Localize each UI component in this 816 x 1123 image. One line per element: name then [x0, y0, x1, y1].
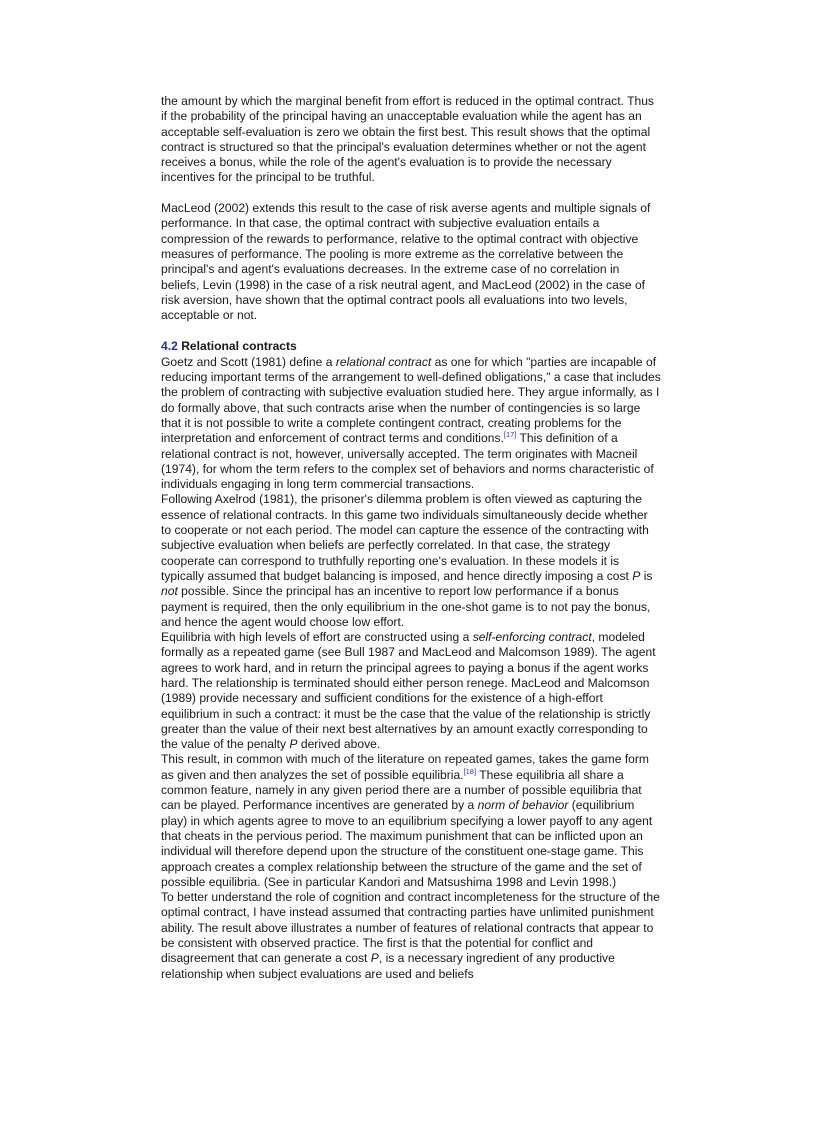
paragraph-optimal-contract: the amount by which the marginal benefit from effort is reduced in the optimal contract. Thus if the probability of the principal having an unacceptable evaluation while the agent has an acceptable self-evaluation is zero we obtain the first best. This result shows that the optimal contract is structured so that the principal's evaluation determines whether or not the agent receives a bonus, while the role of the agent's evaluation is to provide the necessary incentives for the principal to be truthful. [161, 94, 654, 185]
text-run: as one for which "parties are incapable of reducing important terms of the arrangement to well-defined obligations," a case that includes the problem of contracting with subjective evaluation studied here. They argue informally, as I do formally above, that such contracts arise when the number of contingencies is so large that it is not possible to write a complete contingent contract, creating problems for the interpretation and enforcement of contract terms and conditions. [161, 354, 661, 446]
section-number: 4.2 [161, 339, 178, 354]
document-page [161, 94, 661, 982]
text-run: , is a necessary ingredient of any productive relationship when subject evaluations are used and beliefs [161, 951, 615, 981]
section-heading [161, 339, 661, 354]
emphasis-self-enforcing-contract: self-enforcing contract [472, 630, 592, 645]
paragraph-macleod-2002: MacLeod (2002) extends this result to the case of risk averse agents and multiple signals of performance. In that case, the optimal contract with subjective evaluation entails a compression of the rewards to performance, relative to the optimal contract with objective measures of performance. The pooling is more extreme as the correlative between the principal's and agent's evaluations decreases. In the extreme case of no correlation in beliefs, Levin (1998) in the case of a risk neutral agent, and MacLeod (2002) in the case of risk aversion, have shown that the optimal contract pools all evaluations into two levels, acceptable or not. [161, 201, 651, 323]
footnote-link-18[interactable]: [18] [463, 766, 477, 776]
paragraph-self-enforcing [161, 630, 661, 752]
text-run: (equilibrium play) in which agents agree to move to an equilibrium specifying a lower payoff to any agent that cheats in the pervious period. The maximum punishment that can be inflicted upon an individual will therefore depend upon the structure of the constituent one-stage game. This approach creates a complex relationship between the structure of the game and the set of possible equilibria. (See in particular Kandori and Matsushima 1998 and Levin 1998.) [161, 798, 653, 889]
text-run: possible. Since the principal has an incentive to report low performance if a bonus payment is required, then the only equilibrium in the one-shot game is to not pay the bonus, and hence the agent would choose low effort. [161, 584, 651, 629]
text-run: derived above. [297, 737, 381, 752]
emphasis-relational-contract: relational contract [335, 354, 432, 369]
paragraph-goetz-scott [161, 355, 661, 493]
emphasis-not: not [161, 584, 178, 599]
text-run: Goetz and Scott (1981) define a [161, 354, 336, 369]
text-run: This definition of a relational contract is not, however, universally accepted. The term originates with Macneil (1974), for whom the term refers to the complex set of behaviors and norms characteristic of individuals engaging in long term commercial transactions. [161, 431, 654, 492]
section-title: Relational contracts [181, 339, 297, 354]
emphasis-p: P [370, 951, 379, 966]
text-run: These equilibria all share a common feature, namely in any given period there are a number of possible equilibria that can be played. Performance incentives are generated by a [161, 767, 642, 813]
text-run: This result, in common with much of the literature on repeated games, takes the game form as given and then analyzes the set of possible equilibria. [161, 752, 650, 782]
emphasis-p: P [632, 568, 641, 583]
emphasis-p: P [289, 737, 298, 752]
emphasis-norm-of-behavior: norm of behavior [477, 798, 569, 813]
footnote-link-17[interactable]: [17] [503, 430, 517, 440]
text-run: , modeled formally as a repeated game (see Bull 1987 and MacLeod and Malcomson 1989). The agent agrees to work hard, and in return the principal agrees to paying a bonus if the agent works hard. The relationship is terminated should either person renege. MacLeod and Malcomson (1989) provide necessary and sufficient conditions for the existence of a high-effort equilibrium in such a contract: it must be the case that the value of the relationship is strictly greater than the value of their next best alternatives by an amount exactly corresponding to the value of the penalty [161, 630, 656, 752]
text-run: To better understand the role of cognition and contract incompleteness for the structure of the optimal contract, I have instead assumed that contracting parties have unlimited punishment ability. The result above illustrates a number of features of relational contracts that appear to be consistent with observed practice. The first is that the potential for conflict and disagreement that can generate a cost [161, 890, 660, 966]
text-run: is [640, 568, 653, 583]
paragraph-cognition [161, 890, 661, 982]
text-run: Following Axelrod (1981), the prisoner's dilemma problem is often viewed as capturing the essence of relational contracts. In this game two individuals simultaneously decide whether to cooperate or not each period. The model can capture the essence of the contracting with subjective evaluation when beliefs are perfectly correlated. In that case, the strategy cooperate can correspond to truthfully reporting one's evaluation. In these models it is typically assumed that budget balancing is imposed, and hence directly imposing a cost [161, 492, 649, 583]
paragraph-axelrod [161, 492, 661, 630]
paragraph-repeated-games [161, 752, 661, 890]
text-run: Equilibria with high levels of effort are constructed using a [161, 630, 473, 645]
